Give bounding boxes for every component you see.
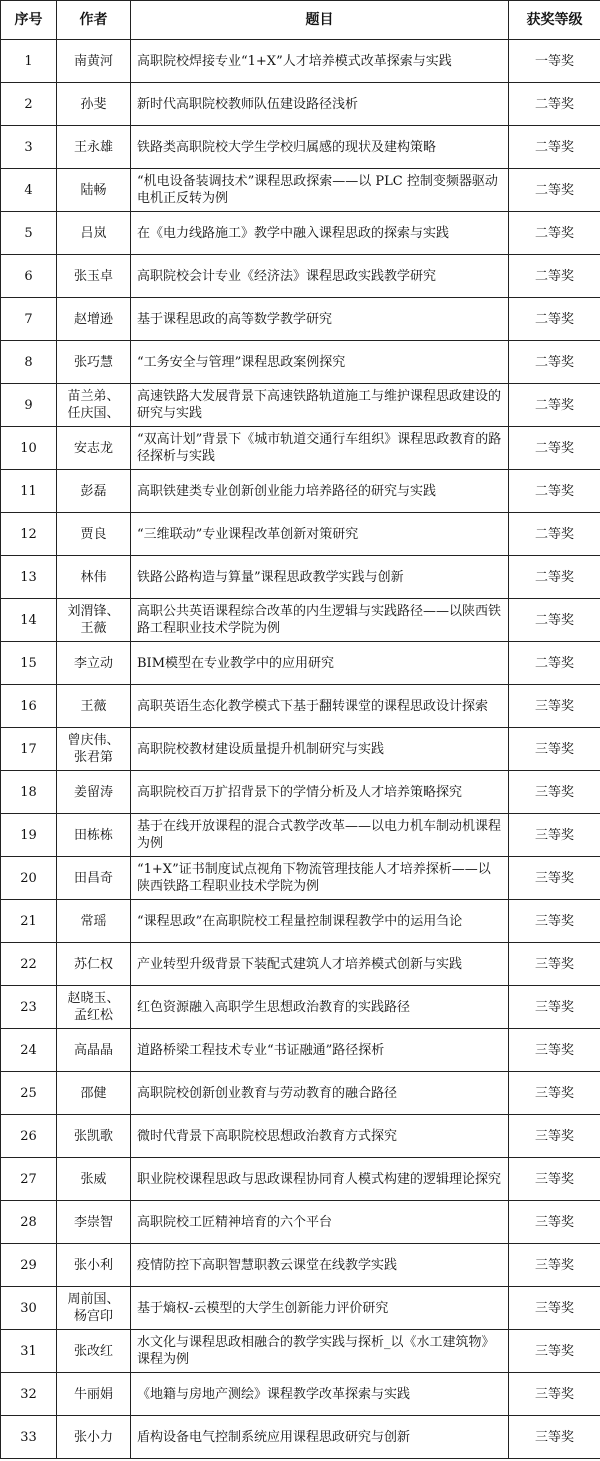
row-award: 二等奖	[509, 470, 600, 513]
row-number: 25	[1, 1072, 57, 1115]
table-row	[1, 943, 600, 986]
table-row	[1, 1287, 600, 1330]
row-author: 贾良	[57, 513, 131, 556]
row-award: 二等奖	[509, 298, 600, 341]
row-award: 二等奖	[509, 513, 600, 556]
row-title: “课程思政”在高职院校工程量控制课程教学中的运用刍论	[131, 900, 509, 943]
row-award: 一等奖	[509, 40, 600, 83]
table-row	[1, 513, 600, 556]
row-number: 16	[1, 685, 57, 728]
row-number: 19	[1, 814, 57, 857]
row-number: 10	[1, 427, 57, 470]
row-number: 22	[1, 943, 57, 986]
row-author: 南黄河	[57, 40, 131, 83]
table-row	[1, 1201, 600, 1244]
table-row	[1, 126, 600, 169]
row-number: 13	[1, 556, 57, 599]
row-number: 3	[1, 126, 57, 169]
row-author: 赵增逊	[57, 298, 131, 341]
row-number: 2	[1, 83, 57, 126]
table-row	[1, 1373, 600, 1416]
row-title: 高职英语生态化教学模式下基于翻转课堂的课程思政设计探索	[131, 685, 509, 728]
row-author: 邵健	[57, 1072, 131, 1115]
table-body	[1, 40, 600, 1459]
table-row	[1, 470, 600, 513]
row-number: 29	[1, 1244, 57, 1287]
table-row	[1, 341, 600, 384]
row-author: 王薇	[57, 685, 131, 728]
row-number: 30	[1, 1287, 57, 1330]
row-title: 红色资源融入高职学生思想政治教育的实践路径	[131, 986, 509, 1029]
row-title: “三维联动”专业课程改革创新对策研究	[131, 513, 509, 556]
row-award: 三等奖	[509, 685, 600, 728]
table-row	[1, 427, 600, 470]
table-row	[1, 1158, 600, 1201]
table-row	[1, 685, 600, 728]
table-row	[1, 599, 600, 642]
table-row	[1, 169, 600, 212]
row-author: 牛丽娟	[57, 1373, 131, 1416]
table-row	[1, 857, 600, 900]
row-award: 三等奖	[509, 728, 600, 771]
table-row	[1, 1072, 600, 1115]
row-author: 李立动	[57, 642, 131, 685]
row-award: 三等奖	[509, 986, 600, 1029]
row-number: 18	[1, 771, 57, 814]
table-row	[1, 255, 600, 298]
row-award: 三等奖	[509, 1115, 600, 1158]
row-title: 疫情防控下高职智慧职教云课堂在线教学实践	[131, 1244, 509, 1287]
row-title: 产业转型升级背景下装配式建筑人才培养模式创新与实践	[131, 943, 509, 986]
row-award: 三等奖	[509, 1373, 600, 1416]
table-row	[1, 1330, 600, 1373]
row-author: 周前国、杨宫印	[57, 1287, 131, 1330]
row-title: 高职院校教材建设质量提升机制研究与实践	[131, 728, 509, 771]
table-row	[1, 771, 600, 814]
row-number: 14	[1, 599, 57, 642]
row-award: 二等奖	[509, 384, 600, 427]
table-row	[1, 1115, 600, 1158]
row-author: 田栋栋	[57, 814, 131, 857]
row-number: 15	[1, 642, 57, 685]
row-award: 二等奖	[509, 212, 600, 255]
table-row	[1, 728, 600, 771]
table-row	[1, 83, 600, 126]
row-award: 二等奖	[509, 341, 600, 384]
row-number: 12	[1, 513, 57, 556]
header-row	[1, 1, 600, 40]
row-award: 二等奖	[509, 126, 600, 169]
row-author: 王永雄	[57, 126, 131, 169]
row-title: 高职院校焊接专业“1+X”人才培养模式改革探索与实践	[131, 40, 509, 83]
row-award: 三等奖	[509, 857, 600, 900]
row-award: 三等奖	[509, 1287, 600, 1330]
table-row	[1, 212, 600, 255]
row-title: 铁路公路构造与算量”课程思政教学实践与创新	[131, 556, 509, 599]
header-author: 作者	[57, 1, 131, 40]
row-award: 二等奖	[509, 642, 600, 685]
header-award: 获奖等级	[509, 1, 600, 40]
row-title: 《地籍与房地产测绘》课程教学改革探索与实践	[131, 1373, 509, 1416]
row-author: 曾庆伟、张君第	[57, 728, 131, 771]
row-author: 苗兰弟、任庆国、	[57, 384, 131, 427]
row-author: 高晶晶	[57, 1029, 131, 1072]
row-award: 三等奖	[509, 1416, 600, 1459]
row-author: 常瑶	[57, 900, 131, 943]
table-row	[1, 40, 600, 83]
row-title: “机电设备装调技术”课程思政探索——以 PLC 控制变频器驱动电机正反转为例	[131, 169, 509, 212]
table-row	[1, 642, 600, 685]
row-award: 三等奖	[509, 1244, 600, 1287]
row-title: 职业院校课程思政与思政课程协同育人模式构建的逻辑理论探究	[131, 1158, 509, 1201]
row-author: 姜留涛	[57, 771, 131, 814]
table-row	[1, 1244, 600, 1287]
row-author: 林伟	[57, 556, 131, 599]
table-row	[1, 814, 600, 857]
row-title: “双高计划”背景下《城市轨道交通行车组织》课程思政教育的路径探析与实践	[131, 427, 509, 470]
table-row	[1, 900, 600, 943]
row-award: 二等奖	[509, 556, 600, 599]
row-award: 二等奖	[509, 255, 600, 298]
row-award: 二等奖	[509, 599, 600, 642]
row-author: 孙斐	[57, 83, 131, 126]
row-author: 苏仁权	[57, 943, 131, 986]
row-author: 李崇智	[57, 1201, 131, 1244]
row-number: 4	[1, 169, 57, 212]
row-number: 23	[1, 986, 57, 1029]
row-title: 微时代背景下高职院校思想政治教育方式探究	[131, 1115, 509, 1158]
row-award: 三等奖	[509, 1201, 600, 1244]
row-number: 20	[1, 857, 57, 900]
row-author: 张玉卓	[57, 255, 131, 298]
row-title: 高职公共英语课程综合改革的内生逻辑与实践路径——以陕西铁路工程职业技术学院为例	[131, 599, 509, 642]
row-number: 5	[1, 212, 57, 255]
row-number: 24	[1, 1029, 57, 1072]
row-author: 张小力	[57, 1416, 131, 1459]
table-row	[1, 1029, 600, 1072]
row-author: 陆畅	[57, 169, 131, 212]
row-award: 三等奖	[509, 1072, 600, 1115]
row-number: 31	[1, 1330, 57, 1373]
row-title: 盾构设备电气控制系统应用课程思政研究与创新	[131, 1416, 509, 1459]
row-title: 铁路类高职院校大学生学校归属感的现状及建构策略	[131, 126, 509, 169]
row-title: “1+X”证书制度试点视角下物流管理技能人才培养探析——以陕西铁路工程职业技术学院为例	[131, 857, 509, 900]
table-row	[1, 556, 600, 599]
row-author: 张凯歌	[57, 1115, 131, 1158]
row-title: BIM模型在专业教学中的应用研究	[131, 642, 509, 685]
row-title: 高职院校会计专业《经济法》课程思政实践教学研究	[131, 255, 509, 298]
row-award: 三等奖	[509, 943, 600, 986]
row-title: 高职铁建类专业创新创业能力培养路径的研究与实践	[131, 470, 509, 513]
row-award: 三等奖	[509, 1158, 600, 1201]
header-number: 序号	[1, 1, 57, 40]
row-author: 刘渭锋、王薇	[57, 599, 131, 642]
row-award: 二等奖	[509, 427, 600, 470]
row-number: 11	[1, 470, 57, 513]
row-number: 7	[1, 298, 57, 341]
row-award: 三等奖	[509, 1029, 600, 1072]
row-award: 三等奖	[509, 1330, 600, 1373]
row-title: 基于在线开放课程的混合式教学改革——以电力机车制动机课程为例	[131, 814, 509, 857]
row-award: 三等奖	[509, 814, 600, 857]
row-title: 高职院校百万扩招背景下的学情分析及人才培养策略探究	[131, 771, 509, 814]
row-title: 高职院校工匠精神培育的六个平台	[131, 1201, 509, 1244]
row-title: 基于课程思政的高等数学教学研究	[131, 298, 509, 341]
row-title: 道路桥梁工程技术专业“书证融通”路径探析	[131, 1029, 509, 1072]
row-title: 新时代高职院校教师队伍建设路径浅析	[131, 83, 509, 126]
row-author: 吕岚	[57, 212, 131, 255]
row-author: 张改红	[57, 1330, 131, 1373]
table-row	[1, 384, 600, 427]
row-number: 9	[1, 384, 57, 427]
row-title: 高职院校创新创业教育与劳动教育的融合路径	[131, 1072, 509, 1115]
row-author: 赵晓玉、孟红松	[57, 986, 131, 1029]
row-author: 张巧慧	[57, 341, 131, 384]
row-award: 二等奖	[509, 83, 600, 126]
row-number: 21	[1, 900, 57, 943]
table-row	[1, 298, 600, 341]
row-title: 高速铁路大发展背景下高速铁路轨道施工与维护课程思政建设的研究与实践	[131, 384, 509, 427]
header-title: 题目	[131, 1, 509, 40]
row-author: 张威	[57, 1158, 131, 1201]
row-author: 张小利	[57, 1244, 131, 1287]
row-author: 田昌奇	[57, 857, 131, 900]
row-number: 1	[1, 40, 57, 83]
row-number: 17	[1, 728, 57, 771]
row-number: 33	[1, 1416, 57, 1459]
row-number: 8	[1, 341, 57, 384]
row-number: 6	[1, 255, 57, 298]
row-title: 基于熵权-云模型的大学生创新能力评价研究	[131, 1287, 509, 1330]
row-title: “工务安全与管理”课程思政案例探究	[131, 341, 509, 384]
row-author: 安志龙	[57, 427, 131, 470]
table-row	[1, 986, 600, 1029]
row-award: 二等奖	[509, 169, 600, 212]
row-title: 在《电力线路施工》教学中融入课程思政的探索与实践	[131, 212, 509, 255]
table-row	[1, 1416, 600, 1459]
row-title: 水文化与课程思政相融合的教学实践与探析_以《水工建筑物》课程为例	[131, 1330, 509, 1373]
row-number: 28	[1, 1201, 57, 1244]
row-author: 彭磊	[57, 470, 131, 513]
row-award: 三等奖	[509, 771, 600, 814]
row-number: 26	[1, 1115, 57, 1158]
row-number: 27	[1, 1158, 57, 1201]
row-award: 三等奖	[509, 900, 600, 943]
row-number: 32	[1, 1373, 57, 1416]
